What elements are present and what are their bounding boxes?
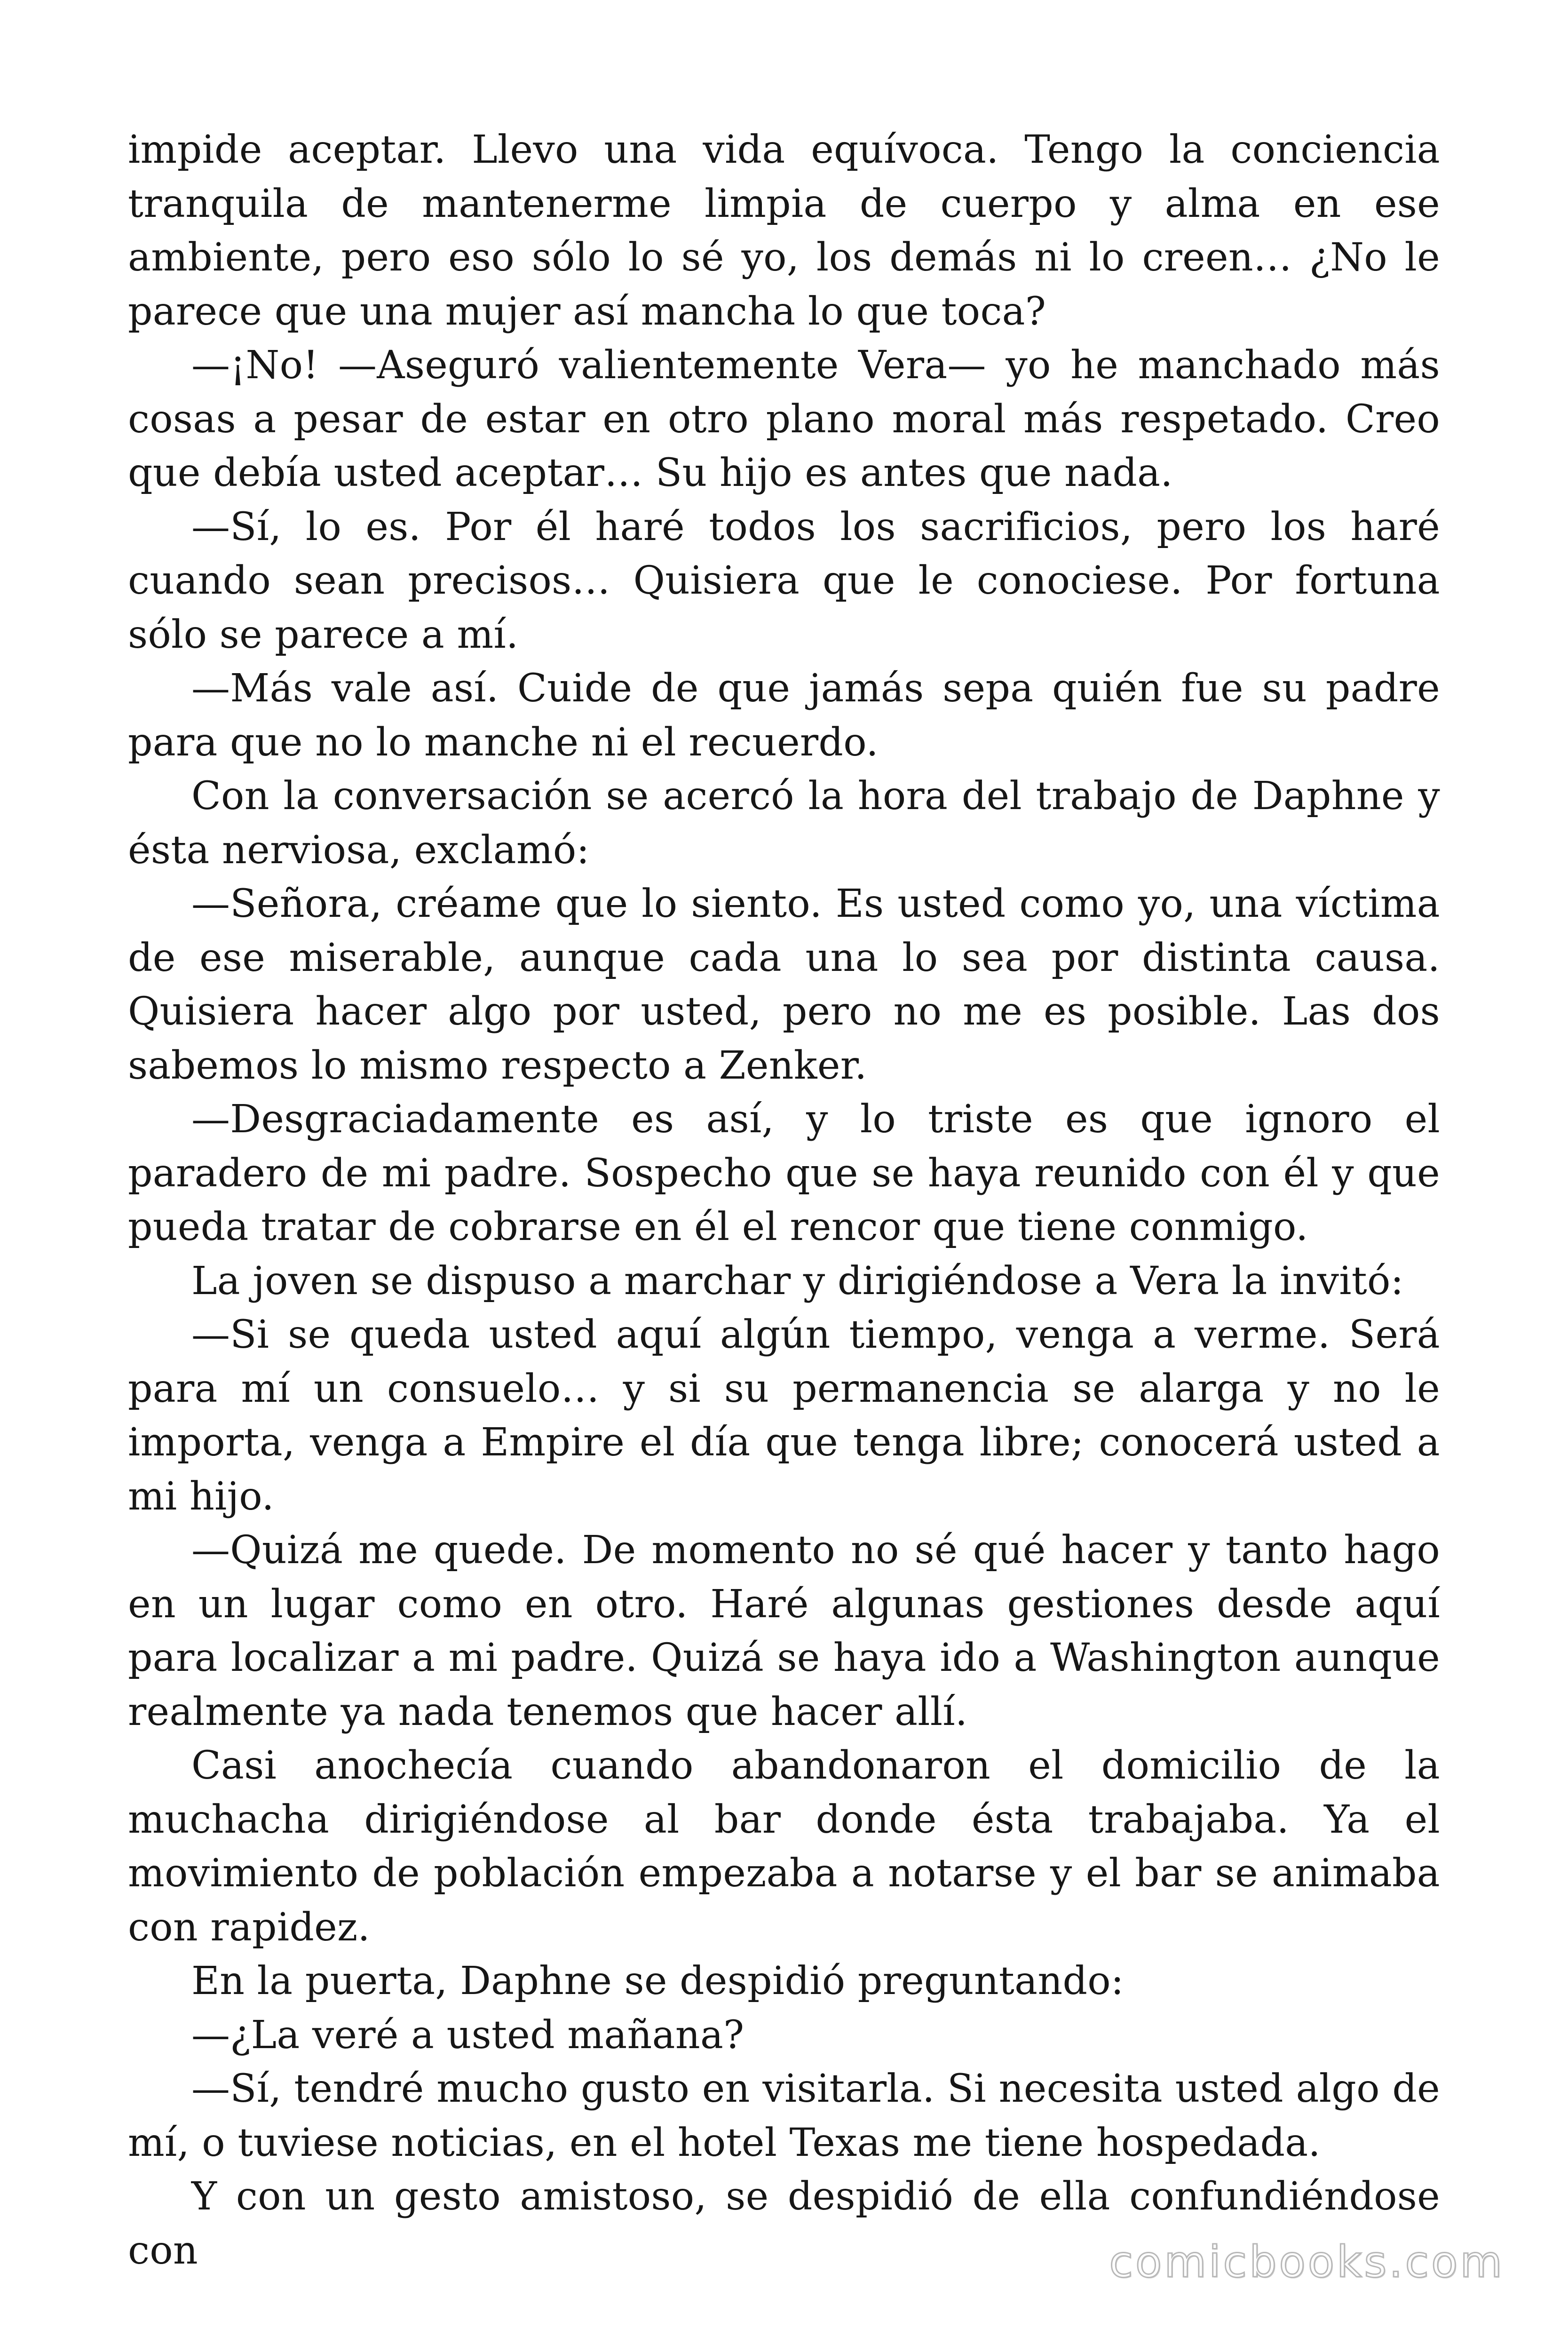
paragraph-7: —Desgraciadamente es así, y lo triste es que ignoro el paradero de mi padre. Sospecho que se haya reunido con él y que pueda tratar de cobrarse en él el rencor que tiene conmigo.	[128, 1097, 1440, 1249]
paragraph-11: Casi anochecía cuando abandonaron el domicilio de la muchacha dirigiéndose al bar donde ésta trabajaba. Ya el movimiento de población empezaba a notarse y el bar se animaba con rapidez.	[128, 1743, 1440, 1950]
paragraph-1: impide aceptar. Llevo una vida equívoca. Tengo la conciencia tranquila de mantenerme limpia de cuerpo y alma en ese ambiente, pero eso sólo lo sé yo, los demás ni lo creen… ¿No le parece que una mujer así mancha lo que toca?	[128, 127, 1440, 334]
paragraph-6: —Señora, créame que lo siento. Es usted como yo, una víctima de ese miserable, aunque cada una lo sea por distinta causa. Quisiera hacer algo por usted, pero no me es posible. Las dos sabemos lo mismo respecto a Zenker.	[128, 882, 1440, 1088]
book-page-body	[128, 123, 1440, 2278]
paragraph-4: —Más vale así. Cuide de que jamás sepa quién fue su padre para que no lo manche ni el recuerdo.	[128, 666, 1440, 765]
paragraph-2: —¡No! —Aseguró valientemente Vera— yo he manchado más cosas a pesar de estar en otro plano moral más respetado. Creo que debía usted aceptar… Su hijo es antes que nada.	[128, 343, 1440, 495]
paragraph-13: —¿La veré a usted mañana?	[191, 2012, 744, 2058]
paragraph-8: La joven se dispuso a marchar y dirigiéndose a Vera la invitó:	[191, 1258, 1404, 1303]
paragraph-15: Y con un gesto amistoso, se despidió de ella confundiéndose con	[128, 2174, 1440, 2273]
paragraph-9: —Si se queda usted aquí algún tiempo, venga a verme. Será para mí un consuelo… y si su permanencia se alarga y no le importa, venga a Empire el día que tenga libre; conocerá usted a mi hijo.	[128, 1312, 1440, 1519]
paragraph-10: —Quizá me quede. De momento no sé qué hacer y tanto hago en un lugar como en otro. Haré algunas gestiones desde aquí para localizar a mi padre. Quizá se haya ido a Washington aunque realmente ya nada tenemos que hacer allí.	[128, 1528, 1440, 1734]
paragraph-5: Con la conversación se acercó la hora del trabajo de Daphne y ésta nerviosa, exclamó:	[128, 774, 1440, 873]
watermark: comicbooks.com	[1109, 2237, 1505, 2287]
paragraph-14: —Sí, tendré mucho gusto en visitarla. Si necesita usted algo de mí, o tuviese noticias, en el hotel Texas me tiene hospedada.	[128, 2066, 1440, 2165]
paragraph-3: —Sí, lo es. Por él haré todos los sacrificios, pero los haré cuando sean precisos… Quisiera que le conociese. Por fortuna sólo se parece a mí.	[128, 504, 1440, 657]
paragraph-12: En la puerta, Daphne se despidió preguntando:	[191, 1959, 1124, 2003]
